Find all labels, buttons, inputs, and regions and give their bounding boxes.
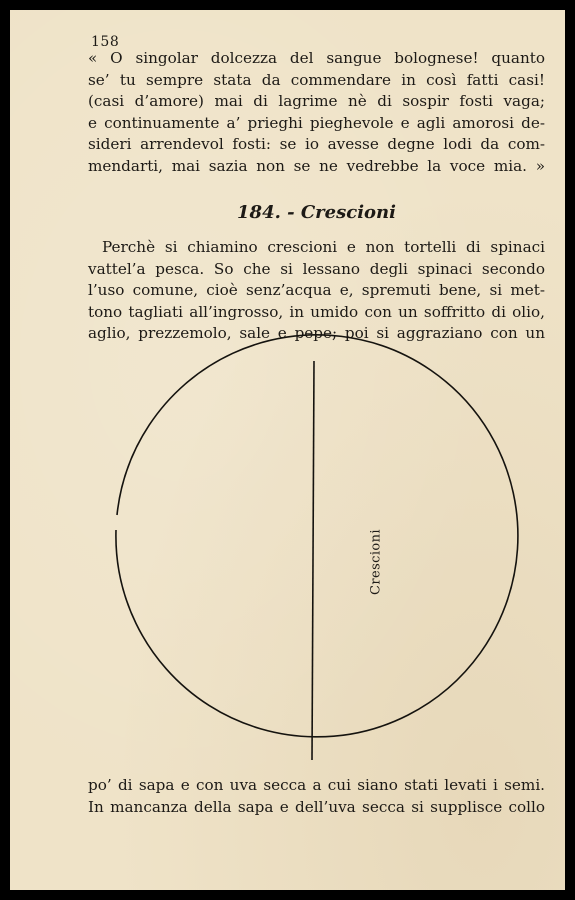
text-line: mendarti, mai sazia non se ne vedrebbe la voce mia. » [88, 156, 545, 175]
text-line: vattel’a pesca. So che si lessano degli spinaci secondo [88, 259, 545, 278]
quote-paragraph [88, 48, 545, 178]
text-line: sideri arrendevol fosti: se io avesse degne lodi da com- [88, 135, 545, 154]
text-line: (casi d’amore) mai di lagrime nè di sospir fosti vaga; [88, 92, 545, 111]
text-line: se’ tu sempre stata da commendare in così fatti casi! [88, 70, 545, 89]
text-line: e continuamente a’ prieghi pieghevole e agli amorosi de- [88, 113, 545, 132]
text-line: tono tagliati all’ingrosso, in umido con un soffritto di olio, [88, 302, 545, 321]
circle-outline [116, 335, 518, 737]
book-page [10, 10, 565, 890]
text-line: Perchè si chiamino crescioni e non tortelli di spinaci [102, 238, 545, 256]
recipe-title: 184. - Crescioni [237, 202, 396, 223]
text-line: « O singolar dolcezza del sangue bolognese! quanto [88, 49, 545, 67]
figure-label: Crescioni [368, 529, 384, 595]
closing-paragraph [88, 775, 545, 818]
page-number: 158 [91, 34, 120, 50]
text-line: po’ di sapa e con uva secca a cui siano stati levati i semi. [88, 776, 545, 794]
text-line: l’uso comune, cioè senz’acqua e, spremuti bene, si met- [88, 281, 545, 300]
text-line: In mancanza della sapa e dell’uva secca si supplisce collo [88, 797, 545, 816]
circle-diameter-line [312, 361, 314, 760]
text-line: aglio, prezzemolo, sale e pepe; poi si aggraziano con un [88, 324, 545, 343]
recipe-paragraph [88, 237, 545, 345]
